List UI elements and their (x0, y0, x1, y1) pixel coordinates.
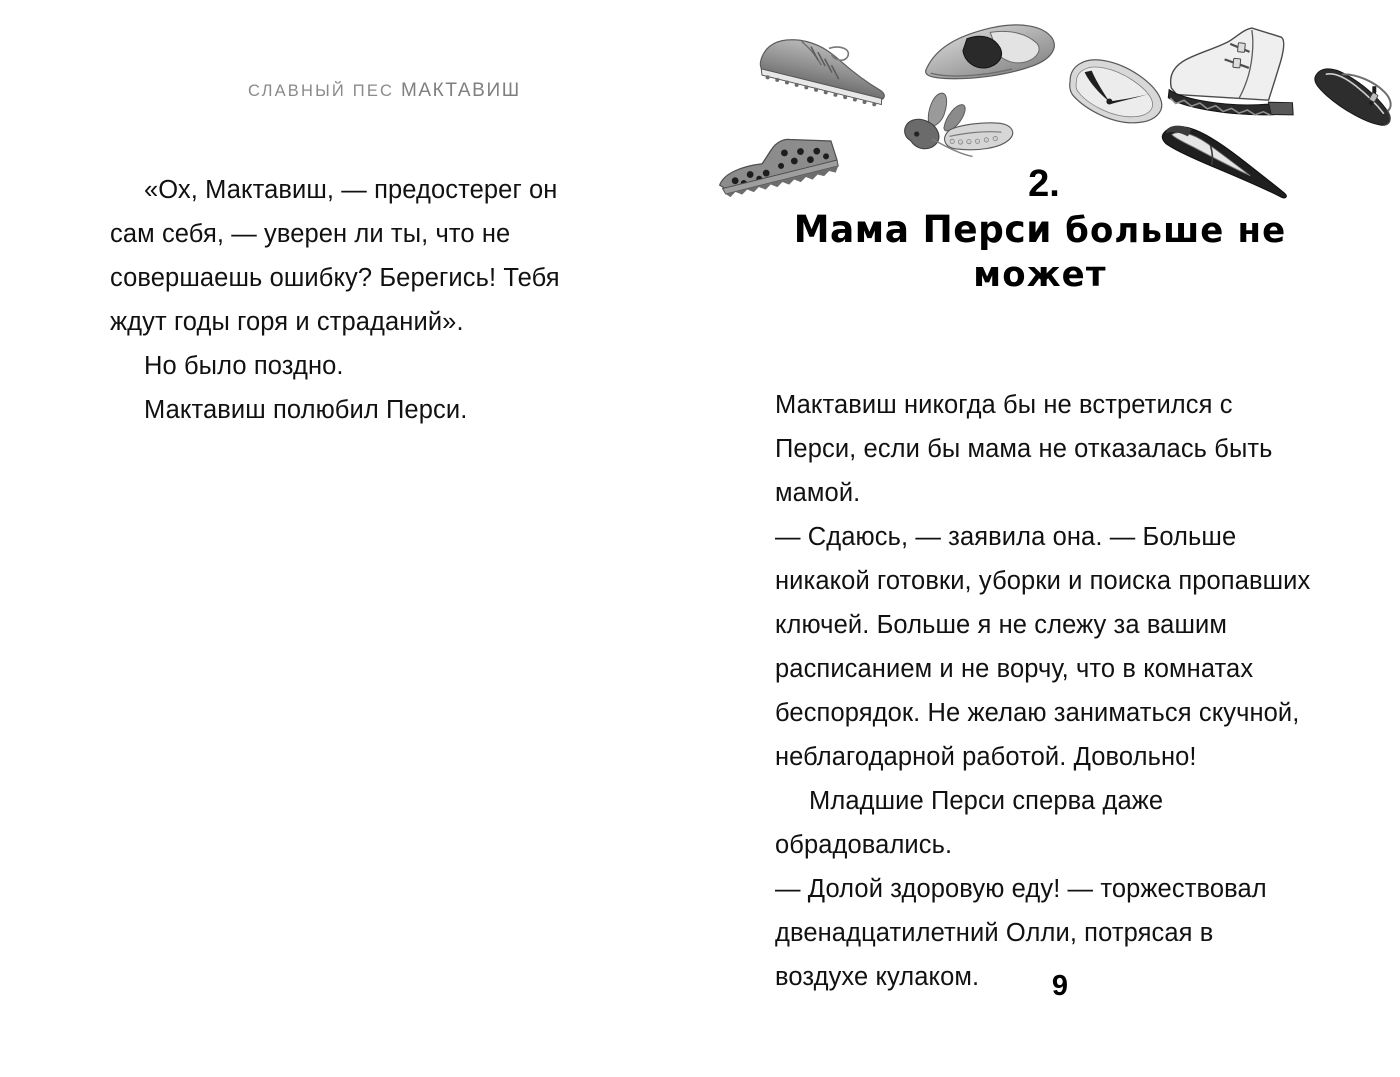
paragraph: «Ох, Мактавиш, — предостерег он сам себя, — уверен ли ты, что не совершаешь ошибку? Берегись! Тебя ждут годы горя и страданий». (110, 176, 560, 336)
ankle-boot-icon (1150, 12, 1311, 137)
paragraph: Мактавиш полюбил Перси. (144, 396, 468, 424)
running-head-book-title: МАКТАВИШ (400, 80, 521, 101)
chapter-title (768, 208, 1311, 297)
sneaker-icon (748, 14, 901, 119)
paragraph: — Долой здоровую еду! — торжествовал двенадцатилетний Олли, потрясая в воздухе кулаком. (775, 875, 1267, 991)
paragraph: — Сдаюсь, — заявила она. — Больше никакой готовки, уборки и поиска пропавших ключей. Больше я не слежу за вашим расписанием и не ворчу, что в комнатах беспорядок. Не желаю заниматься скучной, неблагодарной работой. Довольно! (775, 523, 1311, 771)
running-head (248, 80, 521, 102)
slide-sandal-icon (906, 0, 1074, 121)
chapter-number: 2. (1028, 163, 1060, 205)
left-text-column (110, 168, 602, 432)
mary-jane-shoe-icon (1297, 39, 1400, 148)
paragraph: Мактавиш никогда бы не встретился с Перси, если бы мама не отказалась быть мамой. (775, 391, 1273, 507)
paragraph: Младшие Перси сперва даже обрадовались. (775, 787, 1164, 859)
paragraph: Но было поздно. (144, 352, 344, 380)
right-text-column (775, 383, 1313, 999)
page-number: 9 (1051, 970, 1069, 1002)
running-head-prefix: СЛАВНЫЙ ПЕС (248, 82, 401, 100)
chapter-title-part1: Мама Перси (793, 208, 1066, 251)
chapter-title-part2: больше не может (973, 211, 1287, 295)
flip-flop-icon (1045, 35, 1185, 150)
